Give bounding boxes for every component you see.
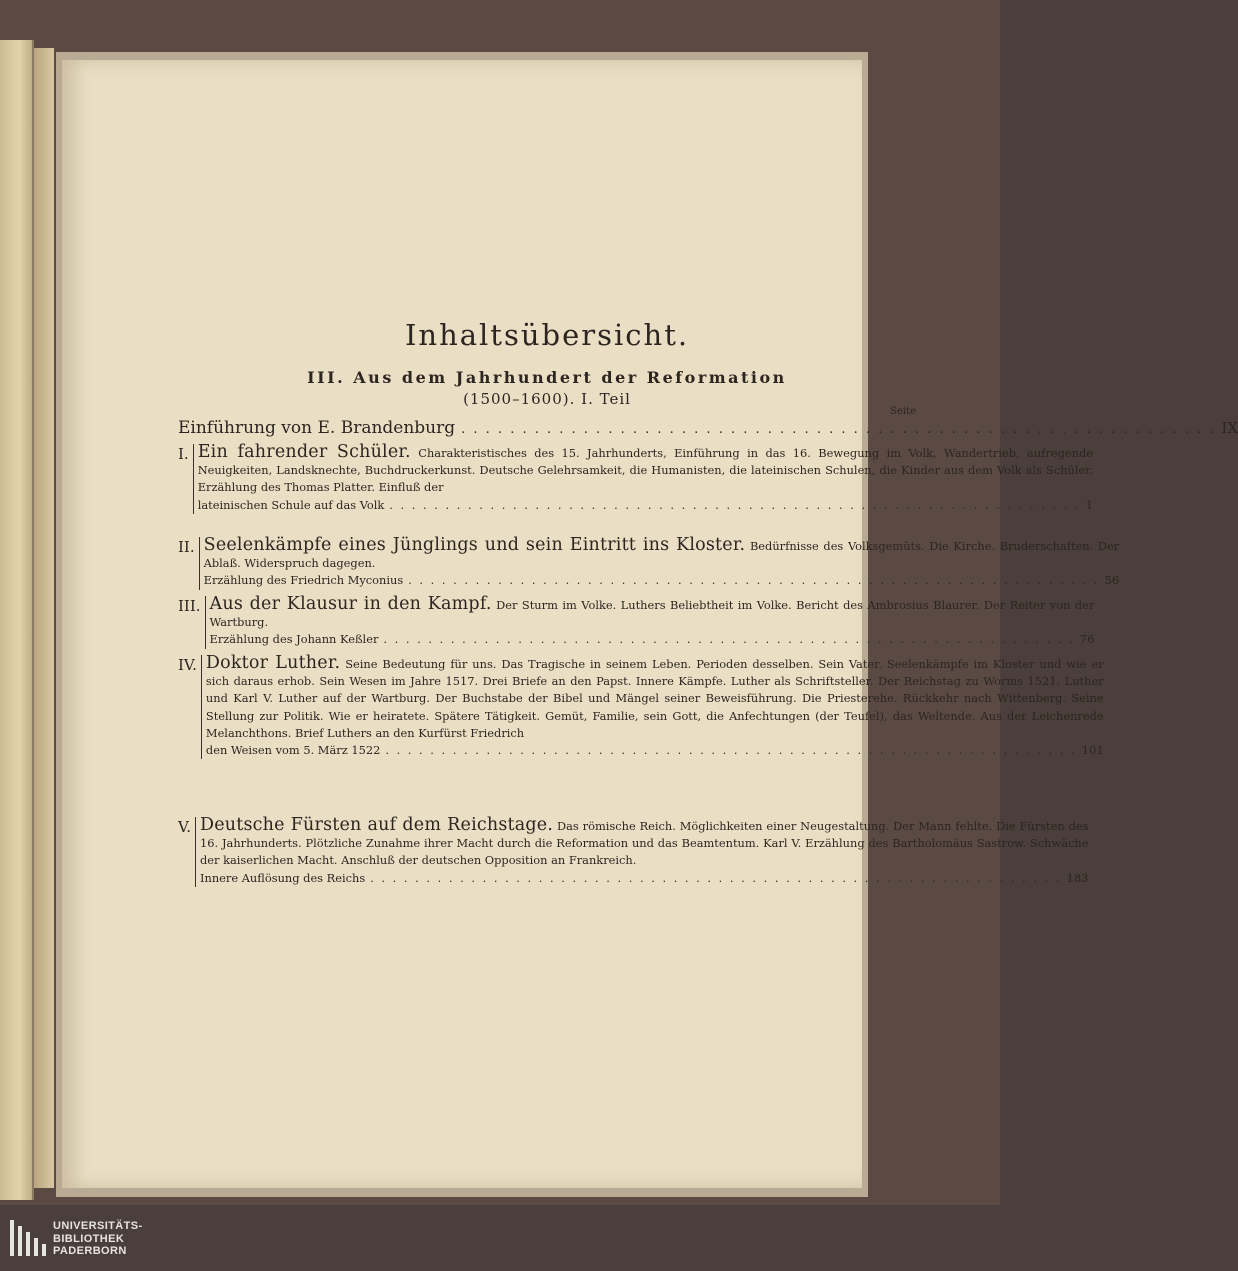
dot-leader — [389, 497, 1080, 514]
chapter-last-line — [200, 870, 1089, 887]
dot-leader — [408, 572, 1099, 589]
logo-line-1: UNIVERSITÄTS- — [53, 1220, 143, 1232]
chapter-number: III. — [178, 596, 206, 649]
chapter-summary-end: Erzählung des Friedrich Myconius — [203, 573, 404, 588]
logo-line-3: PADERBORN — [53, 1245, 127, 1257]
library-logo-text — [53, 1220, 143, 1258]
chapter-last-line — [206, 742, 1104, 759]
intro-page: IX — [1221, 419, 1238, 437]
toc-chapter-2 — [178, 535, 1120, 590]
book-page — [62, 60, 1238, 1188]
page-title: Inhaltsübersicht. — [404, 318, 690, 352]
chapter-number: II. — [178, 537, 200, 590]
toc-chapter-1 — [178, 442, 1093, 514]
intro-title: Einführung von E. Brandenburg — [178, 418, 456, 438]
chapter-title: Deutsche Fürsten auf dem Reichstage. — [199, 815, 554, 835]
dot-leader — [370, 870, 1061, 887]
chapter-body — [202, 655, 1104, 759]
chapter-page: 183 — [1066, 870, 1089, 885]
chapter-page: 56 — [1104, 573, 1120, 588]
chapter-summary-end: lateinischen Schule auf das Volk — [197, 497, 385, 512]
chapter-summary-end: Erzählung des Johann Keßler — [209, 632, 379, 647]
chapter-summary-end: den Weisen vom 5. März 1522 — [205, 743, 381, 758]
library-logo-icon — [10, 1220, 46, 1256]
chapter-last-line — [204, 572, 1120, 589]
section-subtitle: (1500–1600). I. Teil — [463, 390, 631, 408]
chapter-summary: Der Sturm im Volke. Luthers Beliebtheit im Volke. Bericht des Ambrosius Blaurer. Der Reiter von der Wartburg. — [209, 598, 1095, 630]
chapter-page: 101 — [1081, 743, 1104, 758]
chapter-page: 1 — [1085, 497, 1093, 512]
dot-leader — [461, 422, 1215, 437]
chapter-page: 76 — [1079, 632, 1095, 647]
chapter-title: Seelenkämpfe eines Jünglings und sein Eintritt ins Kloster. — [203, 535, 746, 555]
chapter-last-line — [210, 631, 1095, 648]
page-column-label: Seite — [890, 406, 916, 417]
chapter-body — [196, 817, 1089, 887]
chapter-body — [200, 537, 1120, 590]
toc-chapter-3 — [178, 594, 1095, 649]
chapter-title: Aus der Klausur in den Kampf. — [209, 594, 492, 614]
chapter-number: I. — [178, 444, 194, 514]
chapter-number: IV. — [178, 655, 202, 759]
chapter-last-line — [198, 497, 1093, 514]
chapter-summary: Das römische Reich. Möglichkeiten einer Neugestaltung. Der Mann fehlte. Die Fürsten des 16. Jahrhunderts. Plötzliche Zunahme ihrer Macht durch die Reformation und das Beamtentum. Karl V. Erzählung des Bartholomäus Sastrow. Schwäche der kaiserlichen Macht. Anschluß der deutschen Opposition an Frankreich. — [199, 819, 1089, 868]
section-title: III. Aus dem Jahrhundert der Reformation — [307, 368, 787, 387]
dot-leader — [385, 742, 1076, 759]
dot-leader — [383, 631, 1074, 648]
toc-chapter-5 — [178, 815, 1089, 887]
toc-intro-entry — [178, 418, 1238, 438]
logo-line-2: BIBLIOTHEK — [53, 1232, 125, 1245]
chapter-title: Ein fahrender Schüler. — [197, 442, 411, 462]
chapter-body — [206, 596, 1095, 649]
chapter-summary-end: Innere Auflösung des Reichs — [199, 870, 366, 885]
chapter-title: Doktor Luther. — [205, 653, 341, 673]
chapter-summary: Seine Bedeutung für uns. Das Tragische in seinem Leben. Perioden desselben. Sein Vater. Seelenkämpfe im Kloster und wie er sich daraus erhob. Sein Wesen im Jahre 1517. Drei Briefe an den Papst. Innere Kämpfe. Luther als Schriftsteller. Der Reichstag zu Worms 1521. Luther und Karl V. Luther auf der Wartburg. Der Buchstabe der Bibel und Mängel seiner Beweisführung. Die Priesterehe. Rückkehr nach Wittenberg. Seine Stellung zur Politik. Wie er heiratete. Spätere Tätigkeit. Gemüt, Familie, sein Gott, die Anfechtungen (der Teufel), das Weltende. Aus der Leichenrede Melanchthons. Brief Luthers an den Kurfürst Friedrich — [205, 657, 1104, 740]
chapter-summary: Bedürfnisse des Volksgemüts. Die Kirche. Bruderschaften. Der Ablaß. Widerspruch dagegen. — [203, 539, 1120, 571]
chapter-summary: Charakteristisches des 15. Jahrhunderts, Einführung in das 16. Bewegung im Volk, Wandertrieb, aufregende Neuigkeiten, Landsknechte, Buchdruckerkunst. Deutsche Gelehrsamkeit, die Humanisten, die lateinischen Schulen, die Kinder aus dem Volk als Schüler. Erzählung des Thomas Platter. Einfluß der — [197, 446, 1093, 495]
footer-bar — [0, 1205, 1000, 1271]
chapter-body — [194, 444, 1093, 514]
toc-chapter-4 — [178, 653, 1104, 759]
left-page-gutter — [34, 48, 54, 1188]
left-page-edge — [0, 40, 34, 1200]
chapter-number: V. — [178, 817, 196, 887]
